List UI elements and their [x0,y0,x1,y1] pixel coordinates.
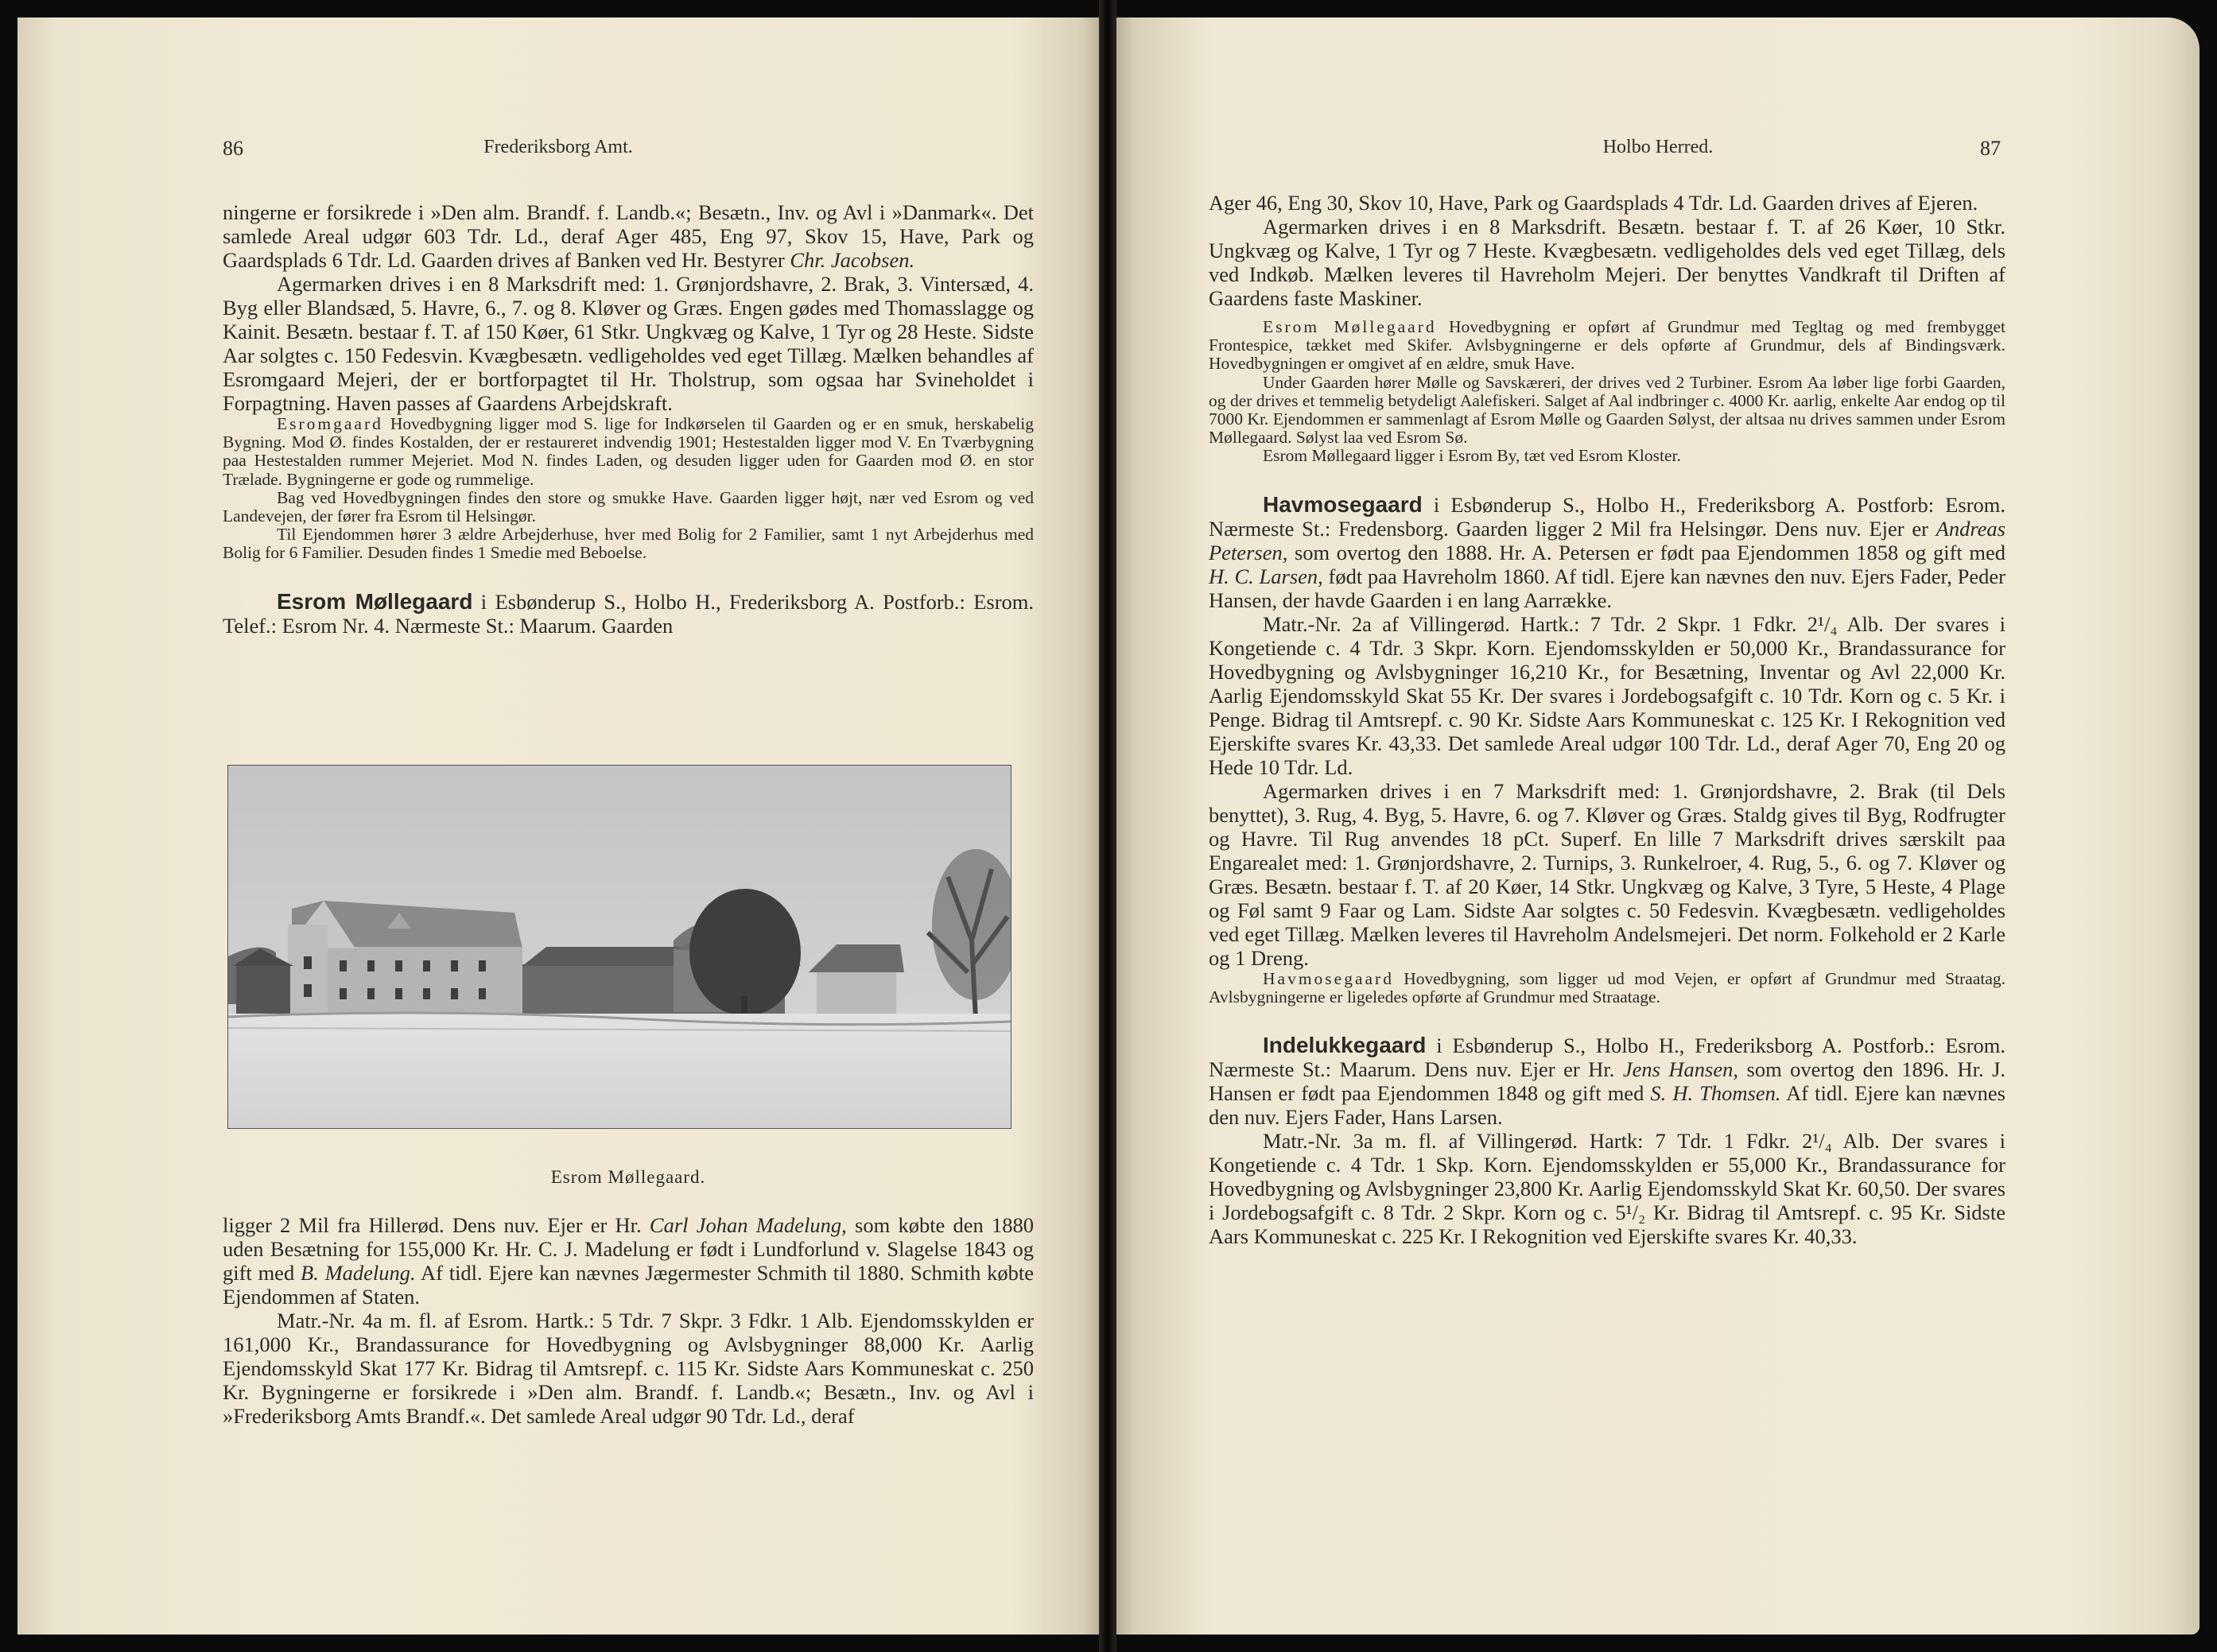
paragraph: Matr.-Nr. 3a m. fl. af Villingerød. Hartk: 7 Tdr. 1 Fdkr. 2¹/₄ Alb. Der svares i Kongetiende c. 4 Tdr. 1 Skp. Korn. Ejendomsskylden er 55,000 Kr., Brandassurance for Hovedbygning og Avlsbygninger 23,800 Kr. Aarlig Ejendomsskyld Skat Kr. 60,50. Der svares i Jordebogsafgift c. 8 Tdr. 2 Skpr. Korn og c. 5¹/₂ Kr. Bidrag til Amtsrepf. c. 95 Kr. Sidste Aars Kommuneskat c. 225 Kr. I Rekognition ved Ejerskifte svares Kr. 40,33. [1209,1129,2005,1249]
photo-caption: Esrom Møllegaard. [550,1167,706,1187]
entry-title: Esrom Møllegaard [277,588,473,614]
right-text-column [1209,191,2005,1248]
entry-heading-paragraph: Esrom Møllegaard i Esbønderup S., Holbo H., Frederiksborg A. Postforb.: Esrom. Telef.: Esrom Nr. 4. Nærmeste St.: Maarum. Gaarden [223,588,1035,638]
running-head-right [1116,137,2200,158]
small-paragraph: Esrom Møllegaard Hovedbygning er opført af Grundmur med Tegltag og med frembygget Frontespice, tækket med Skifer. Avlsbygningerne er dels opførte af Grundmur, dels af Bindingsværk. Hovedbygningen er omgivet af en ældre, smuk Have. [1209,317,2005,374]
small-paragraph: Esrom Møllegaard ligger i Esrom By, tæt ved Esrom Kloster. [1263,446,1681,466]
left-text-column [223,200,1034,638]
paragraph: Agermarken drives i en 8 Marksdrift. Besætn. bestaar f. T. af 26 Køer, 10 Stkr. Ungkvæg og Kalve, 1 Tyr og 7 Heste. Kvægbesætn. vedligeholdes dels ved eget Tillæg, dels ved Indkøb. Mælken leveres til Havreholm Mejeri. Der benyttes Vandkraft til Driften af Gaardens faste Maskiner. [1209,215,2005,310]
paragraph: ningerne er forsikrede i »Den alm. Brandf. f. Landb.«; Besætn., Inv. og Avl i »Danmark«. Det samlede Areal udgør 603 Tdr. Ld., deraf Ager 485, Eng 97, Skov 15, Have, Park og Gaardsplads 6 Tdr. Ld. Gaarden drives af Banken ved Hr. Bestyrer Chr. Jacobsen. [223,200,1034,272]
running-head-text: Holbo Herred. [1602,137,1714,157]
paragraph: Ager 46, Eng 30, Skov 10, Have, Park og Gaardsplads 4 Tdr. Ld. Gaarden drives af Ejeren. [1209,191,1978,215]
small-paragraph: Under Gaarden hører Mølle og Savskæreri, der drives ved 2 Turbiner. Esrom Aa løber lige forbi Gaarden, og der drives et temmelig betydeligt Aalefiskeri. Salget af Aal indbringer c. 4000 Kr. aarlig, enkelte Aar endog op til 7000 Kr. Ejendommen er sammenlagt af Esrom Mølle og Gaarden Sølyst, der altsaa nu drives sammen under Esrom Møllegaard. Sølyst laa ved Esrom Sø. [1209,372,2005,448]
entry-title: Indelukkegaard [1263,1033,1427,1058]
small-paragraph: Til Ejendommen hører 3 ældre Arbejderhuse, hver med Bolig for 2 Familier, samt 1 nyt Arbejderhus med Bolig for 6 Familier. Desuden findes 1 Smedie med Beboelse. [223,525,1034,563]
paragraph: Agermarken drives i en 7 Marksdrift med: 1. Grønjordshavre, 2. Brak (til Dels benyttet), 3. Rug, 4. Byg, 5. Havre, 6. og 7. Kløver og Græs. Staldg gives til Byg, Rodfrugter og Havre. Til Rug anvendes 18 pCt. Superf. En lille 7 Marksdrift drives særskilt paa Engarealet med: 1. Grønjordshavre, 2. Turnips, 3. Runkelroer, 4. Rug, 5., 6. og 7. Kløver og Græs. Besætn. bestaar f. T. af 20 Køer, 14 Stkr. Ungkvæg og Kalve, 3 Tyre, 5 Heste, 4 Plage og Føl samt 9 Faar og Lam. Sidste Aar solgtes c. 50 Fedesvin. Kvægbesætn. vedligeholdes ved eget Tillæg. Mælken leveres til Havreholm Andelsmejeri. Det norm. Folkehold er 2 Karle og 1 Dreng. [1209,778,2005,970]
paragraph: Matr.-Nr. 2a af Villingerød. Hartk.: 7 Tdr. 2 Skpr. 1 Fdkr. 2¹/₄ Alb. Der svares i Kongetiende c. 4 Tdr. 3 Skpr. Korn. Ejendomsskylden er 50,000 Kr., Brandassurance for Hovedbygning og Avlsbygninger 16,210 Kr., for Besætning, Inventar og Avl 22,000 Kr. Aarlig Ejendomsskyld Skat 55 Kr. Der svares i Jordebogsafgift c. 10 Tdr. Korn og c. 5 Kr. i Penge. Bidrag til Amtsrepf. c. 90 Kr. Sidste Aars Kommuneskat c. 125 Kr. I Rekognition ved Ejerskifte svares Kr. 43,33. Det samlede Areal udgør 100 Tdr. Ld., deraf Ager 70, Eng 20 og Hede 10 Tdr. Ld. [1209,611,2005,779]
small-paragraph: Esromgaard Hovedbygning ligger mod S. lige for Indkørselen til Gaarden og er en smuk, herskabelig Bygning. Mod Ø. findes Kostalden, der er restaureret indvendig 1901; Hestestalden ligger mod V. En Tværbygning paa Hestestalden rummer Mejeriet. Mod N. findes Laden, og desuden ligger uden for Gaarden mod Ø. en stor Trælade. Bygningerne er gode og rummelige. [223,414,1034,489]
paragraph: Agermarken drives i en 8 Marksdrift med: 1. Grønjordshavre, 2. Brak, 3. Vintersæd, 4. Byg eller Blandsæd, 5. Havre, 6., 7. og 8. Kløver og Græs. Engen gødes med Thomasslagge og Kainit. Besætn. bestaar f. T. af 150 Køer, 61 Stkr. Ungkvæg og Kalve, 1 Tyr og 28 Heste. Sidste Aar solgtes c. 150 Fedesvin. Kvægbesætn. vedligeholdes ved eget Tillæg. Mælken behandles af Esromgaard Mejeri, der er bortforpagtet til Hr. Tholstrup, som ogsaa har Svineholdet i Forpagtning. Haven passes af Gaardens Arbejdskraft. [223,272,1034,415]
left-page [17,17,1099,1635]
entry-heading-paragraph: Indelukkegaard i Esbønderup S., Holbo H., Frederiksborg A. Postforb.: Esrom. Nærmeste St.: Maarum. Dens nuv. Ejer er Hr. Jens Hansen, som overtog den 1896. Hr. J. Hansen er født paa Ejendommen 1848 og gift med S. H. Thomsen. Af tidl. Ejere kan nævnes den nuv. Ejers Fader, Hans Larsen. [1209,1033,2006,1130]
entry-title: Havmosegaard [1263,491,1423,517]
mill-farm-image [228,766,1011,1128]
book-gutter [1099,0,1116,1652]
running-head-text: Frederiksborg Amt. [483,137,633,157]
small-paragraph: Bag ved Hovedbygningen findes den store og smukke Have. Gaarden ligger højt, nær ved Esrom og ved Landevejen, der fører fra Esrom til Helsingør. [223,487,1034,526]
paragraph: ligger 2 Mil fra Hillerød. Dens nuv. Ejer er Hr. Carl Johan Madelung, som købte den 1880 uden Besætning for 155,000 Kr. Hr. C. J. Madelung er født i Lundforlund v. Slagelse 1843 og gift med B. Madelung. Af tidl. Ejere kan nævnes Jægermester Schmith til 1880. Schmith købte Ejendommen af Staten. [223,1213,1035,1309]
page-number-right: 87 [1980,137,2001,160]
entry-heading-paragraph: Havmosegaard i Esbønderup S., Holbo H., Frederiksborg A. Postforb: Esrom. Nærmeste St.: Fredensborg. Gaarden ligger 2 Mil fra Helsingør. Dens nuv. Ejer er Andreas Petersen, som overtog den 1888. Hr. A. Petersen er født paa Ejendommen 1858 og gift med H. C. Larsen, født paa Havreholm 1860. Af tidl. Ejere kan nævnes den nuv. Ejers Fader, Peder Hansen, der havde Gaarden i en lang Aarrække. [1209,491,2006,612]
farm-photograph [227,765,1011,1129]
right-page [1116,17,2200,1635]
small-paragraph: Havmosegaard Hovedbygning, som ligger ud mod Vejen, er opført af Grundmur med Straatag. Avlsbygningerne er ligeledes opførte af Grundmur med Straatage. [1209,968,2006,1006]
page-number-left: 86 [223,137,243,160]
left-text-column-lower [223,1213,1034,1428]
running-head-left [17,137,1099,158]
paragraph: Matr.-Nr. 4a m. fl. af Esrom. Hartk.: 5 Tdr. 7 Skpr. 3 Fdkr. 1 Alb. Ejendomsskylden er 161,000 Kr., Brandassurance for Hovedbygning og Avlsbygninger 88,000 Kr. Aarlig Ejendomsskyld Skat 177 Kr. Bidrag til Amtsrepf. c. 115 Kr. Sidste Aars Kommuneskat c. 250 Kr. Bygningerne er forsikrede i »Den alm. Brandf. f. Landb.«; Besætn., Inv. og Avl i »Frederiksborg Amts Brandf.«. Det samlede Areal udgør 90 Tdr. Ld., deraf [223,1309,1034,1428]
